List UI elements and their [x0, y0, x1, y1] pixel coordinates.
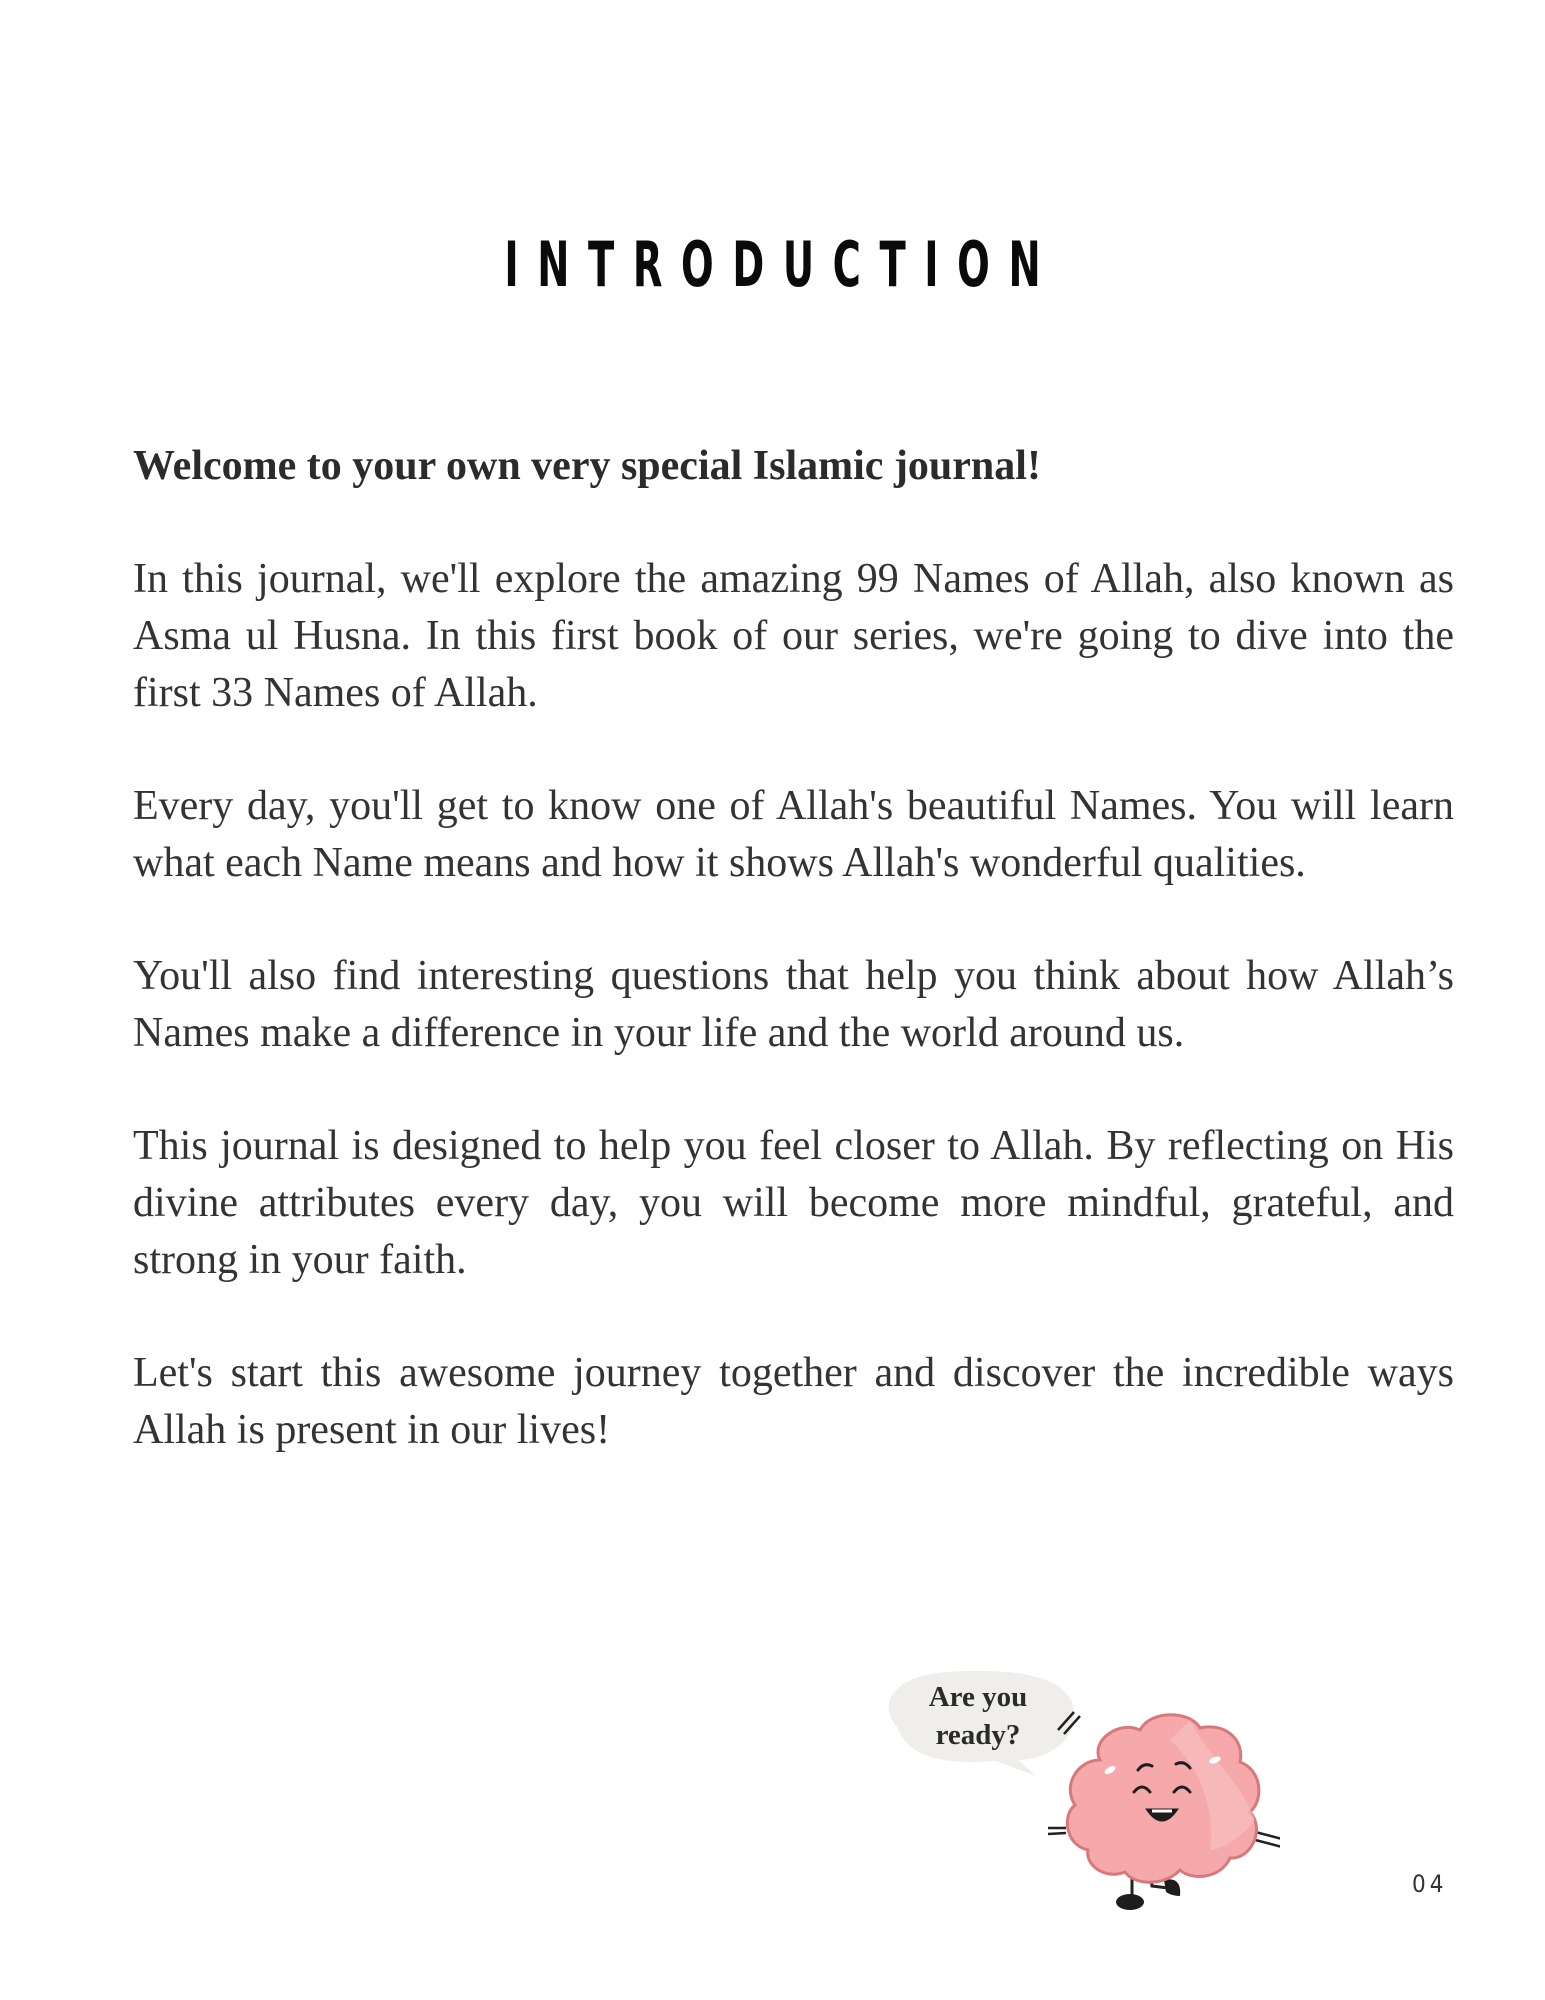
page-title: INTRODUCTION	[504, 228, 1060, 301]
intro-content	[133, 438, 1454, 1515]
paragraph-2: Every day, you'll get to know one of Allah's beautiful Names. You will learn what each Name means and how it shows Allah's wonderful qualities.	[133, 783, 1454, 886]
paragraph-1: In this journal, we'll explore the amazing 99 Names of Allah, also known as Asma ul Husna. In this first book of our series, we're going to dive into the first 33 Names of Allah.	[133, 556, 1454, 716]
brain-body	[1067, 1715, 1259, 1883]
page-number: 04	[1412, 1870, 1448, 1898]
paragraph-3: You'll also find interesting questions that help you think about how Allah’s Names make a difference in your life and the world around us.	[133, 953, 1454, 1056]
welcome-heading: Welcome to your own very special Islamic journal!	[133, 443, 1041, 489]
bubble-line-2: ready?	[935, 1719, 1021, 1751]
paragraph-4: This journal is designed to help you feel closer to Allah. By reflecting on His divine attributes every day, you will become more mindful, grateful, and strong in your faith.	[133, 1123, 1454, 1283]
bubble-line-1: Are you	[928, 1681, 1028, 1713]
happy-brain-mascot-icon	[1040, 1700, 1280, 1920]
paragraph-5: Let's start this awesome journey together and discover the incredible ways Allah is present in our lives!	[133, 1350, 1454, 1453]
